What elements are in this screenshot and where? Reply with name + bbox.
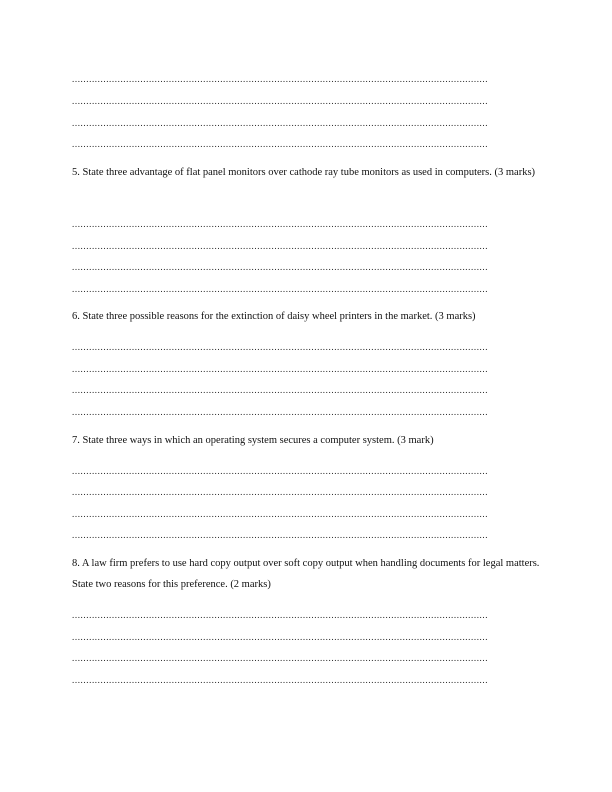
answer-line: ..................................................................................................................................................	[72, 487, 489, 497]
answer-line: ..................................................................................................................................................	[72, 632, 489, 642]
question-8: 8. A law firm prefers to use hard copy output over soft copy output when handling documents for legal matters. State two reasons for this preference. (2 marks)	[72, 558, 540, 590]
answer-line: ..................................................................................................................................................	[72, 509, 489, 519]
answer-line: ..................................................................................................................................................	[72, 385, 489, 395]
answer-line: ..................................................................................................................................................	[72, 653, 489, 663]
answer-line: ..................................................................................................................................................	[72, 342, 489, 352]
answer-line: ..................................................................................................................................................	[72, 96, 489, 106]
answer-line: ..................................................................................................................................................	[72, 219, 489, 229]
answer-line: ..................................................................................................................................................	[72, 466, 489, 476]
answer-line: ..................................................................................................................................................	[72, 530, 489, 540]
answer-line: ..................................................................................................................................................	[72, 610, 489, 620]
answer-line: ..................................................................................................................................................	[72, 74, 489, 84]
answer-line: ..................................................................................................................................................	[72, 241, 489, 251]
answer-line: ..................................................................................................................................................	[72, 675, 489, 685]
answer-line: ..................................................................................................................................................	[72, 139, 489, 149]
answer-line: ..................................................................................................................................................	[72, 118, 489, 128]
answer-line: ..................................................................................................................................................	[72, 407, 489, 417]
answer-line: ..................................................................................................................................................	[72, 284, 489, 294]
question-7: 7. State three ways in which an operating system secures a computer system. (3 mark)	[72, 435, 434, 446]
answer-line: ..................................................................................................................................................	[72, 262, 489, 272]
question-6: 6. State three possible reasons for the extinction of daisy wheel printers in the market. (3 marks)	[72, 311, 476, 322]
question-5: 5. State three advantage of flat panel monitors over cathode ray tube monitors as used in computers. (3 marks)	[72, 167, 536, 178]
answer-line: ..................................................................................................................................................	[72, 364, 489, 374]
